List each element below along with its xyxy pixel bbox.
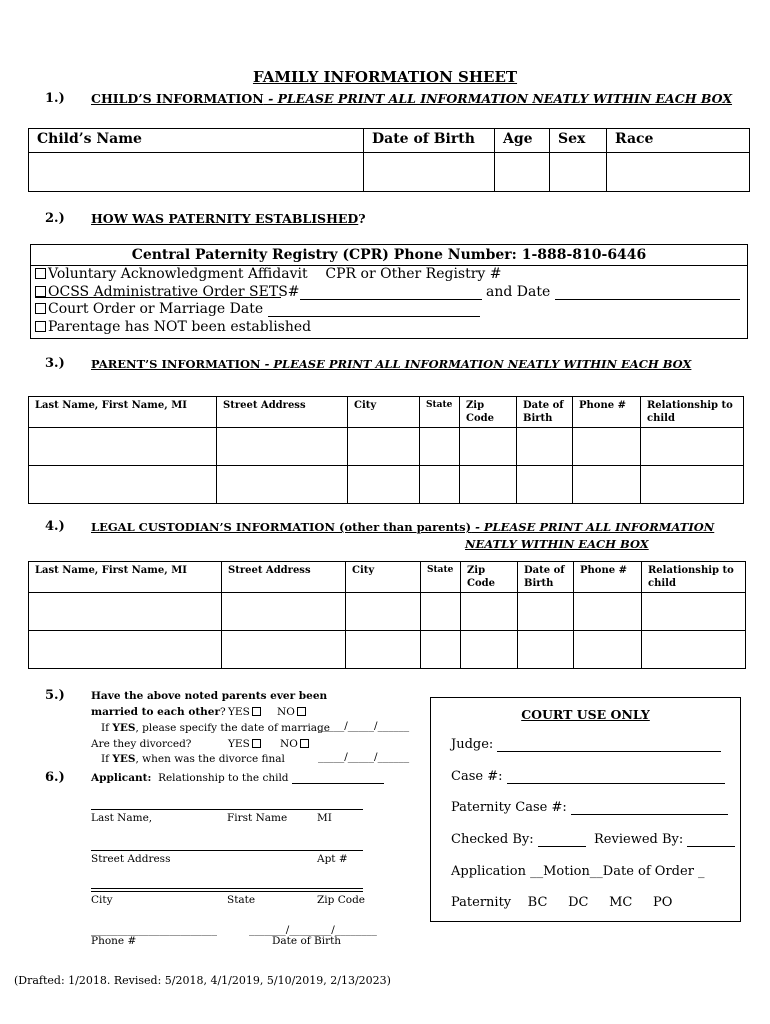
divorce-date-prompt: If YES, when was the divorce final xyxy=(101,753,285,765)
dob-label: Date of Birth xyxy=(272,935,342,947)
application-row: Application __Motion__Date of Order _ xyxy=(451,864,705,879)
sets-date-field[interactable] xyxy=(555,299,740,300)
judge-row: Judge: xyxy=(451,737,721,752)
marriage-date-field[interactable] xyxy=(268,316,480,317)
col-name: Last Name, First Name, MI xyxy=(29,562,222,593)
col-street: Street Address xyxy=(222,562,346,593)
child-name-field[interactable] xyxy=(29,153,364,192)
paternity-box xyxy=(30,244,748,339)
court-use-box xyxy=(430,697,741,922)
state-label: State xyxy=(227,894,256,906)
name-line[interactable] xyxy=(91,809,363,810)
col-relationship: Relationship to child xyxy=(642,562,746,593)
divorced-question: Are they divorced? xyxy=(91,738,192,750)
parent-info-table xyxy=(28,396,744,504)
checkbox[interactable] xyxy=(35,286,46,297)
mi-label: MI xyxy=(317,812,332,824)
child-dob-field[interactable] xyxy=(364,153,495,192)
street-line[interactable] xyxy=(91,850,363,851)
table-row xyxy=(29,631,746,669)
divorced-yes: YES xyxy=(228,738,261,750)
col-sex: Sex xyxy=(550,129,607,153)
option-not-established: Parentage has NOT been established xyxy=(35,319,311,335)
checkbox-no[interactable] xyxy=(300,739,309,748)
checked-by-field[interactable] xyxy=(538,846,586,847)
col-dob: Date of Birth xyxy=(518,562,574,593)
case-field[interactable] xyxy=(507,783,725,784)
divorce-date-field[interactable]: _____/_____/______ xyxy=(318,751,410,763)
col-child-name: Child’s Name xyxy=(29,129,364,153)
city-line-2 xyxy=(91,891,363,892)
phone-field[interactable]: ________________________ xyxy=(91,924,217,936)
section-5-number: 5.) xyxy=(45,688,65,703)
apt-label: Apt # xyxy=(317,853,348,865)
street-label: Street Address xyxy=(91,853,171,865)
married-no: NO xyxy=(277,706,306,718)
section-4-heading: LEGAL CUSTODIAN’S INFORMATION (other than parents) - PLEASE PRINT ALL INFORMATION xyxy=(91,520,715,534)
section-4-heading-cont: NEATLY WITHIN EACH BOX xyxy=(465,537,649,551)
col-date-of-birth: Date of Birth xyxy=(364,129,495,153)
col-relationship: Relationship to child xyxy=(641,397,744,428)
table-row xyxy=(29,466,744,504)
option-voluntary-ack: Voluntary Acknowledgment Affidavit CPR or Other Registry # xyxy=(35,266,747,298)
option-ocss-order: OCSS Administrative Order SETS# and Date xyxy=(35,284,740,300)
married-yes: YES xyxy=(228,706,261,718)
col-street: Street Address xyxy=(217,397,348,428)
phone-label: Phone # xyxy=(91,935,137,947)
judge-field[interactable] xyxy=(497,751,721,752)
section-1-number: 1.) xyxy=(45,91,65,106)
paternity-row: Paternity BC DC MC PO xyxy=(451,895,673,910)
checked-reviewed-row: Checked By: Reviewed By: xyxy=(451,832,735,847)
section-3-heading: PARENT’S INFORMATION - PLEASE PRINT ALL INFORMATION NEATLY WITHIN EACH BOX xyxy=(91,357,692,371)
child-race-field[interactable] xyxy=(607,153,750,192)
section-6-number: 6.) xyxy=(45,770,65,785)
child-info-table xyxy=(28,128,750,192)
table-row xyxy=(29,593,746,631)
relationship-field[interactable] xyxy=(292,783,384,784)
paternity-case-field[interactable] xyxy=(571,814,728,815)
divorced-no: NO xyxy=(280,738,309,750)
col-name: Last Name, First Name, MI xyxy=(29,397,217,428)
col-zip: Zip Code xyxy=(461,562,518,593)
custodian-info-table xyxy=(28,561,746,669)
applicant-row: Applicant: Relationship to the child xyxy=(91,772,384,784)
zip-label: Zip Code xyxy=(317,894,366,906)
table-row xyxy=(29,153,750,192)
reviewed-by-field[interactable] xyxy=(687,846,735,847)
col-city: City xyxy=(346,562,421,593)
checkbox[interactable] xyxy=(35,303,46,314)
col-phone: Phone # xyxy=(574,562,642,593)
section-1-heading: CHILD’S INFORMATION - PLEASE PRINT ALL INFORMATION NEATLY WITHIN EACH BOX xyxy=(91,91,733,106)
section-2-number: 2.) xyxy=(45,211,65,226)
dob-field[interactable]: _______/________/________ xyxy=(249,924,377,936)
revision-footer: (Drafted: 1/2018. Revised: 5/2018, 4/1/2019, 5/10/2019, 2/13/2023) xyxy=(14,974,391,987)
city-label: City xyxy=(91,894,113,906)
section-2-heading: HOW WAS PATERNITY ESTABLISHED? xyxy=(91,211,366,226)
option-court-order: Court Order or Marriage Date xyxy=(35,301,480,317)
col-state: State xyxy=(421,562,461,593)
section-4-number: 4.) xyxy=(45,519,65,534)
col-zip: Zip Code xyxy=(460,397,517,428)
city-line[interactable] xyxy=(91,888,363,889)
marriage-date-prompt: If YES, please specify the date of marriage xyxy=(101,722,330,734)
marriage-question: Have the above noted parents ever been xyxy=(91,690,328,702)
married-row: married to each other? xyxy=(91,706,226,718)
col-age: Age xyxy=(495,129,550,153)
first-name-label: First Name xyxy=(227,812,288,824)
sets-number-field[interactable] xyxy=(300,299,482,300)
case-row: Case #: xyxy=(451,769,725,784)
col-dob: Date of Birth xyxy=(517,397,573,428)
last-name-label: Last Name, xyxy=(91,812,153,824)
paternity-case-row: Paternity Case #: xyxy=(451,800,728,815)
page-title: FAMILY INFORMATION SHEET xyxy=(252,68,518,86)
child-sex-field[interactable] xyxy=(550,153,607,192)
table-row xyxy=(29,428,744,466)
checkbox-yes[interactable] xyxy=(252,707,261,716)
col-race: Race xyxy=(607,129,750,153)
section-3-number: 3.) xyxy=(45,356,65,371)
checkbox[interactable] xyxy=(35,321,46,332)
checkbox-yes[interactable] xyxy=(252,739,261,748)
checkbox-no[interactable] xyxy=(297,707,306,716)
registry-phone: Central Paternity Registry (CPR) Phone Number: 1-888-810-6446 xyxy=(31,245,747,266)
court-use-heading: COURT USE ONLY xyxy=(521,707,650,722)
child-age-field[interactable] xyxy=(495,153,550,192)
col-state: State xyxy=(420,397,460,428)
col-city: City xyxy=(348,397,420,428)
col-phone: Phone # xyxy=(573,397,641,428)
marriage-date-field[interactable]: _____/_____/______ xyxy=(318,720,410,732)
checkbox[interactable] xyxy=(35,268,46,279)
